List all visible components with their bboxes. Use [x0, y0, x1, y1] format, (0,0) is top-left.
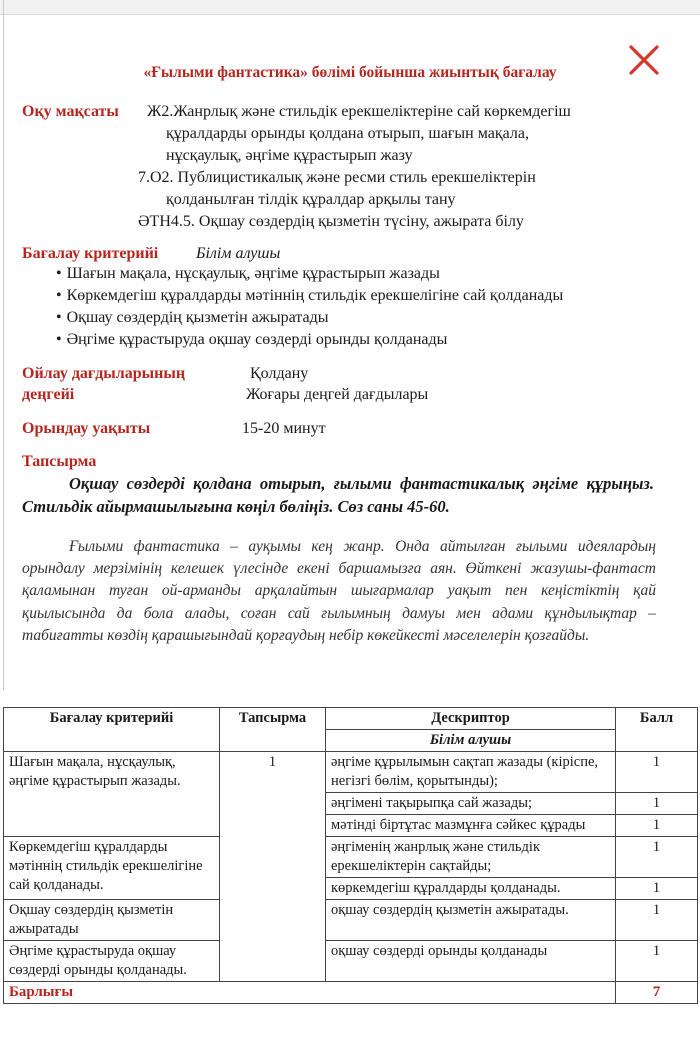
descriptor-cell: оқшау сөздерді орынды қолданады — [326, 941, 616, 982]
descriptor-cell: мәтінді біртұтас мазмұнға сәйкес құрады — [326, 815, 616, 837]
viewer-top-bar — [0, 0, 700, 15]
criteria-item: • Оқшау сөздердің қызметін ажыратады — [56, 307, 563, 329]
task-text: Оқшау сөздерді қолдана отырып, ғылыми фантастикалық әңгіме құрыңыз. Стильдік айырмашылығына көңіл бөліңіз. Сөз саны 45-60. — [22, 474, 654, 516]
score-cell: 1 — [616, 941, 698, 982]
thinking-label: деңгейі — [22, 386, 75, 403]
table-header-row — [4, 708, 698, 730]
total-value: 7 — [616, 982, 698, 1004]
total-label: Барлығы — [4, 982, 616, 1004]
thinking-label: Ойлау дағдыларының — [22, 365, 186, 382]
thinking-value: Жоғары деңгей дағдылары — [246, 386, 429, 403]
table-row — [4, 900, 698, 941]
header-descriptor-sub: Білім алушы — [326, 730, 616, 752]
score-cell: 1 — [616, 837, 698, 878]
criteria-item: • Шағын мақала, нұсқаулық, әңгіме құрастырып жазады — [56, 263, 563, 285]
descriptor-cell: оқшау сөздердің қызметін ажыратады. — [326, 900, 616, 941]
header-criterion: Бағалау критерийі — [4, 708, 220, 752]
criteria-sublabel: Білім алушы — [196, 245, 281, 262]
criterion-cell: Әңгіме құрастыруда оқшау сөздерді орынды қолданады. — [4, 941, 220, 982]
objective-line: Ж2.Жанрлық және стильдік ерекшеліктеріне сай көркемдегіш — [147, 103, 571, 120]
table-row — [4, 941, 698, 982]
page-title: «Ғылыми фантастика» бөлімі бойынша жиынтық бағалау — [143, 64, 557, 81]
time-label: Орындау уақыты — [22, 420, 151, 437]
task-number: 1 — [268, 754, 277, 770]
table-row — [4, 752, 698, 793]
page-edge — [3, 0, 4, 690]
story-text: Ғылыми фантастика – ауқымы кең жанр. Онда айтылған ғылыми идеялардың орындалу мерзімінің келешек үлесінде екені баршамызға аян. Өйткені жазушы-фантаст қаламынан туған ой-арманды арқалайтын шығармалар уақыт пен кеңістіктің қай қиылысында да бола алады, соған сай ғылымның дамуы мен адами құндылықтар – табиғатты көздің қарашығындай қорғаудың небір көкейкесті мәселелерін қозғайды. — [22, 538, 656, 644]
criteria-list — [56, 263, 563, 351]
criterion-cell: Көркемдегіш құралдарды мәтіннің стильдік ерекшелігіне сай қолданады. — [4, 837, 220, 900]
descriptor-cell: көркемдегіш құралдарды қолданады. — [326, 878, 616, 900]
descriptor-cell: әңгіменің жанрлық және стильдік ерекшеліктерін сақтайды; — [326, 837, 616, 878]
assessment-table — [3, 707, 698, 1004]
criteria-item: • Көркемдегіш құралдарды мәтіннің стильдік ерекшелігіне сай қолданады — [56, 285, 563, 307]
header-descriptor: Дескриптор — [326, 708, 616, 730]
score-cell: 1 — [616, 878, 698, 900]
total-row — [4, 982, 698, 1004]
objectives-label: Оқу мақсаты — [22, 103, 119, 120]
score-cell: 1 — [616, 752, 698, 793]
objective-line: нұсқаулық, әңгіме құрастырып жазу — [166, 147, 413, 164]
header-score: Балл — [616, 708, 698, 752]
objective-line: 7.О2. Публицистикалық және ресми стиль ерекшеліктерін — [138, 169, 536, 186]
table-row — [4, 837, 698, 878]
objective-line: қолданылған тілдік құралдар арқылы тану — [166, 191, 456, 208]
criteria-item: • Әңгіме құрастыруда оқшау сөздерді орынды қолданады — [56, 329, 563, 351]
criterion-cell: Оқшау сөздердің қызметін ажыратады — [4, 900, 220, 941]
descriptor-cell: әңгімені тақырыпқа сай жазады; — [326, 793, 616, 815]
thinking-value: Қолдану — [250, 365, 309, 382]
time-value: 15-20 минут — [242, 420, 326, 437]
header-task: Тапсырма — [220, 708, 326, 752]
score-cell: 1 — [616, 815, 698, 837]
descriptor-cell: әңгіме құрылымын сақтап жазады (кіріспе, негізгі бөлім, қорытынды); — [326, 752, 616, 793]
criterion-cell: Шағын мақала, нұсқаулық, әңгіме құрастырып жазады. — [4, 752, 220, 837]
score-cell: 1 — [616, 793, 698, 815]
criteria-label: Бағалау критерийі — [22, 245, 159, 262]
objective-line: ӘТН4.5. Оқшау сөздердің қызметін түсіну, ажырата білу — [138, 213, 524, 230]
objective-line: құралдарды орынды қолдана отырып, шағын мақала, — [166, 125, 529, 142]
score-cell: 1 — [616, 900, 698, 941]
task-label: Тапсырма — [22, 453, 97, 470]
task-number-cell — [220, 752, 326, 982]
